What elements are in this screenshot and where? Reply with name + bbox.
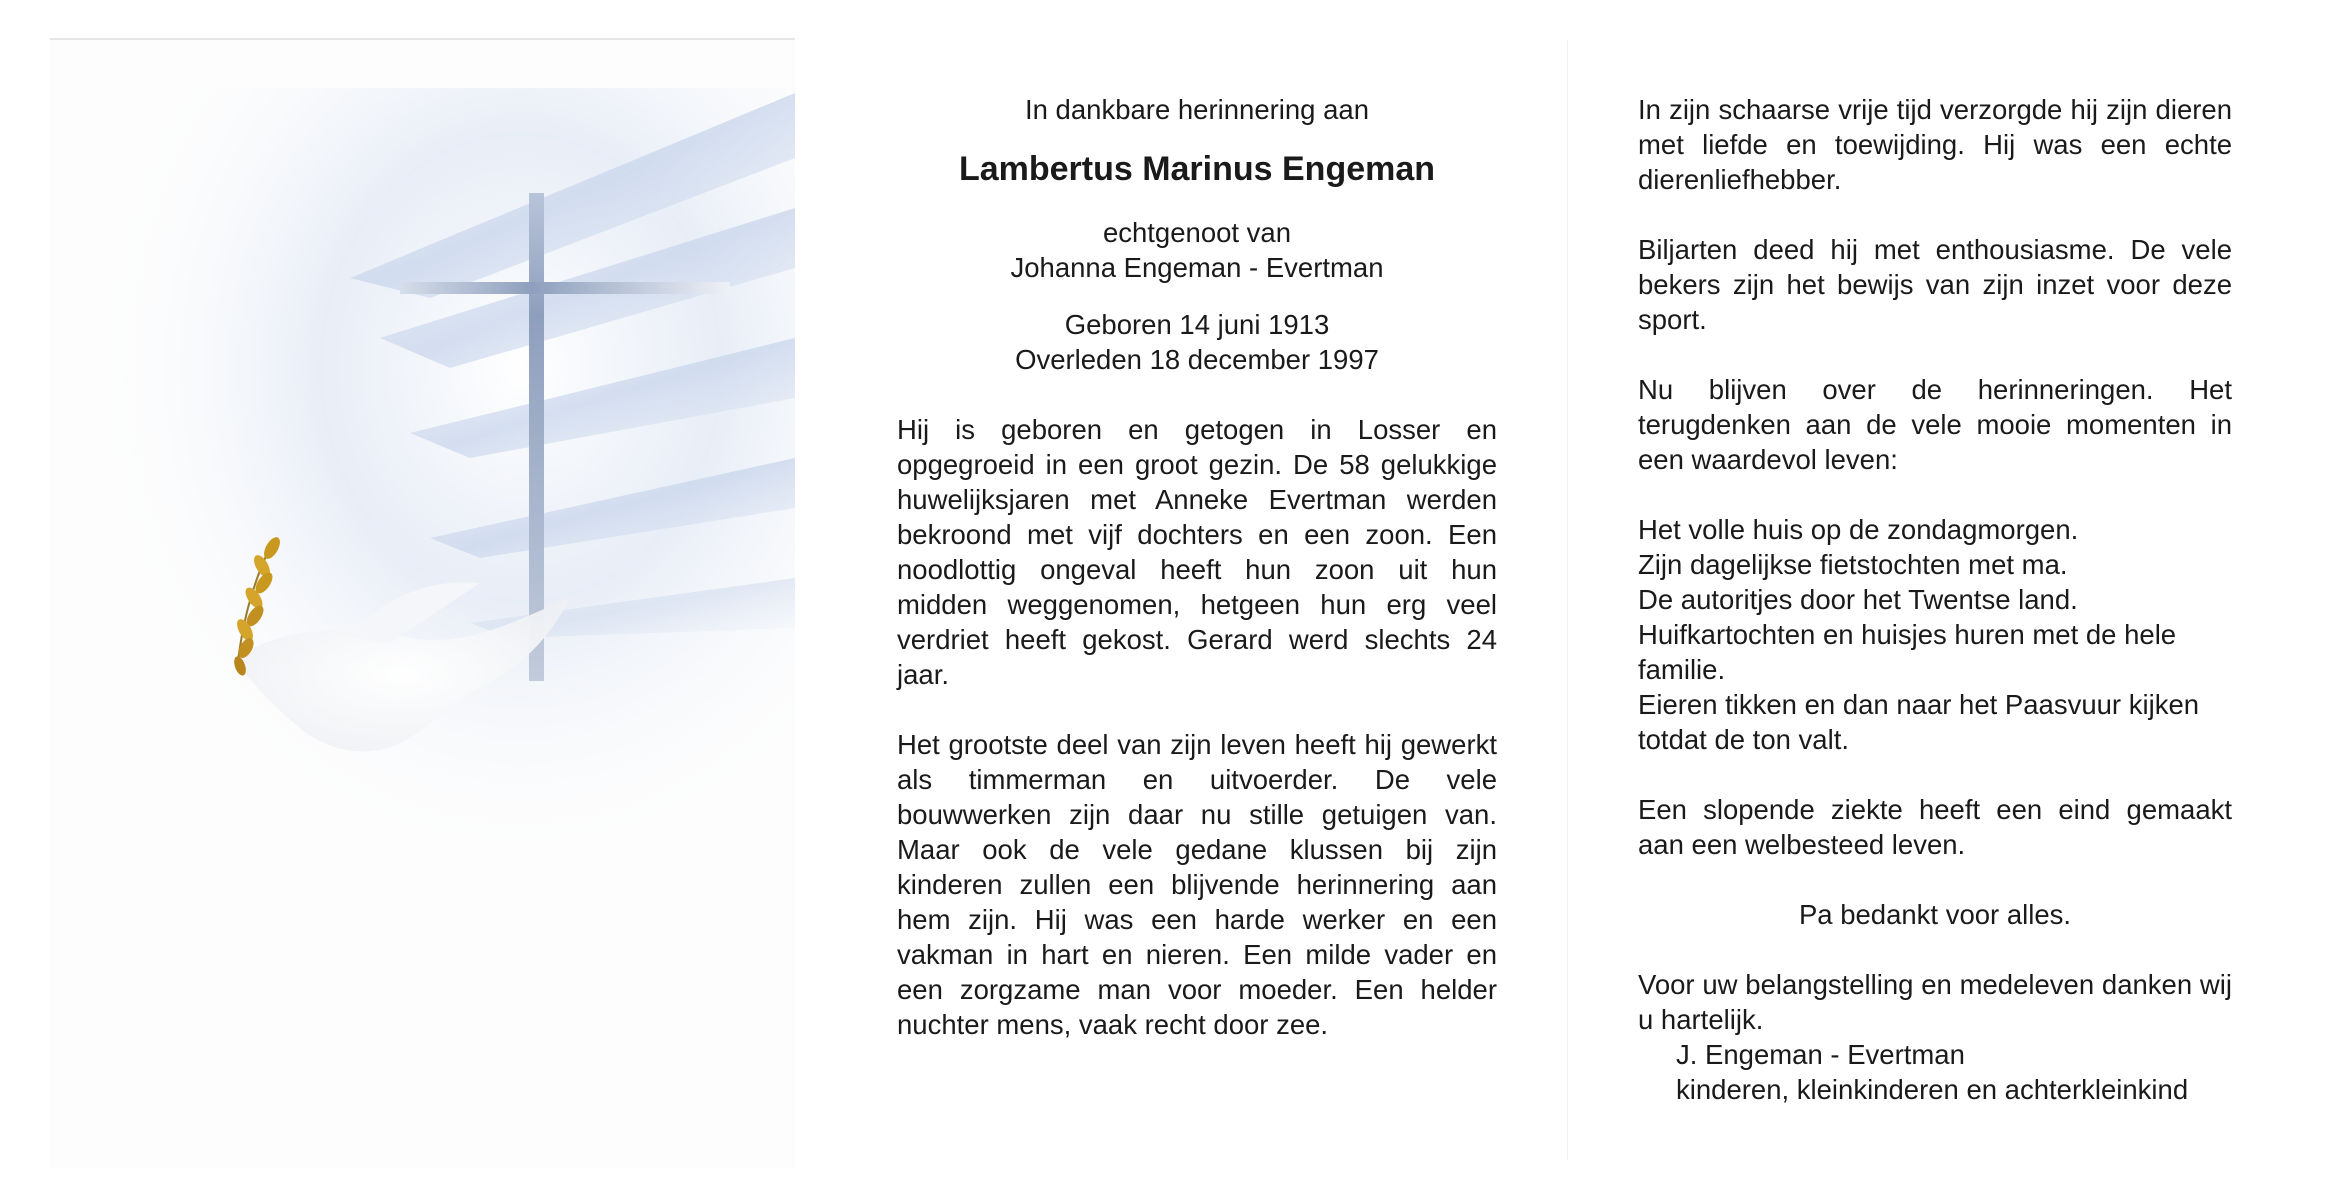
thanks-line: Pa bedankt voor alles. [1798, 899, 2072, 930]
spouse-name: Johanna Engeman - Evertman [1010, 252, 1384, 283]
memorial-illustration [50, 38, 795, 1168]
signature-family: kinderen, kleinkinderen en achterkleinkind [1676, 1074, 2189, 1105]
death-date: Overleden 18 december 1997 [1015, 344, 1379, 375]
birth-date: Geboren 14 juni 1913 [1064, 309, 1330, 340]
fold-line [1567, 40, 1568, 1160]
biography-paragraph-3: In zijn schaarse vrije tijd verzorgde hij zijn dieren met liefde en toewijding. Hij was een echte dierenliefhebber. [1638, 94, 2232, 195]
memory-item: Het volle huis op de zondagmorgen. [1638, 514, 2079, 545]
intro-line: In dankbare herinnering aan [1024, 94, 1369, 125]
acknowledgement: Voor uw belangstelling en medeleven danken wij u hartelijk. [1638, 969, 2232, 1035]
picture-panel [50, 38, 795, 1168]
top-rule [50, 38, 795, 40]
memory-item: Zijn dagelijkse fietstochten met ma. [1638, 549, 2068, 580]
biography-paragraph-1: Hij is geboren en getogen in Losser en opgegroeid in een groot gezin. De 58 gelukkige huwelijksjaren met Anneke Evertman werden bekroond met vijf dochters en een zoon. Een noodlottig ongeval heeft hun zoon uit hun midden weggenomen, hetgeen hun erg veel verdriet heeft gekost. Gerard werd slechts 24 jaar. [897, 414, 1497, 690]
memory-item: Eieren tikken en dan naar het Paasvuur kijken totdat de ton valt. [1638, 689, 2200, 755]
middle-column [897, 92, 1497, 1042]
spouse-label: echtgenoot van [1102, 217, 1292, 248]
memory-item: De autoritjes door het Twentse land. [1638, 584, 2078, 615]
memory-item: Huifkartochten en huisjes huren met de hele familie. [1638, 619, 2177, 685]
deceased-name: Lambertus Marinus Engeman [958, 150, 1436, 188]
right-column [1638, 92, 2232, 1107]
closing-paragraph: Een slopende ziekte heeft een eind gemaakt aan een welbesteed leven. [1638, 794, 2232, 860]
biography-paragraph-4: Biljarten deed hij met enthousiasme. De vele bekers zijn het bewijs van zijn inzet voor deze sport. [1638, 234, 2232, 335]
signature-spouse: J. Engeman - Evertman [1676, 1039, 1965, 1070]
biography-paragraph-2: Het grootste deel van zijn leven heeft hij gewerkt als timmerman en uitvoerder. De vele bouwwerken zijn daar nu stille getuigen van. Maar ook de vele gedane klussen bij zijn kinderen zullen een blijvende herinnering aan hem zijn. Hij was een harde werker en een vakman in hart en nieren. Een milde vader en een zorgzame man voor moeder. Een helder nuchter mens, vaak recht door zee. [897, 729, 1497, 1040]
biography-paragraph-5: Nu blijven over de herinneringen. Het terugdenken aan de vele mooie momenten in een waardevol leven: [1638, 374, 2232, 475]
memories-list [1638, 512, 2232, 757]
